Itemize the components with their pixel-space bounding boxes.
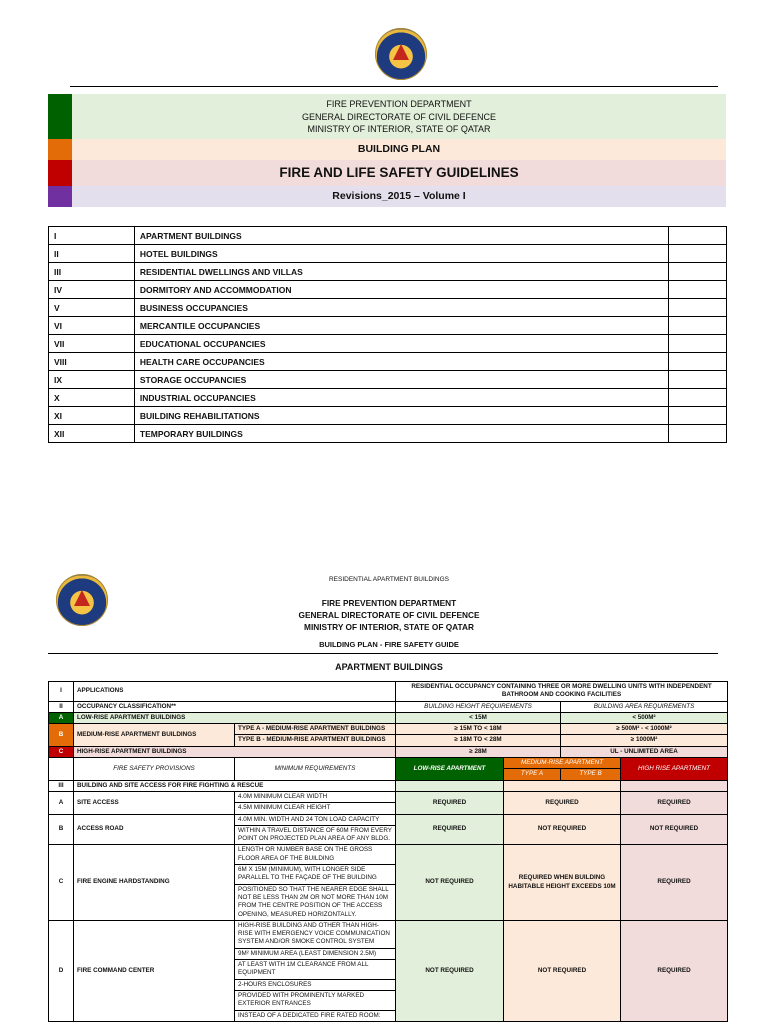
high-rise-header: HIGH RISE APARTMENT — [621, 758, 728, 781]
toc-page-cell — [669, 353, 727, 371]
red-swatch — [48, 160, 72, 186]
toc-row — [49, 317, 727, 335]
medium-rise-value: NOT REQUIRED — [504, 814, 621, 845]
requirement-text: INSTEAD OF A DEDICATED FIRE RATED ROOM: — [235, 1010, 396, 1021]
toc-number: IX — [49, 371, 135, 389]
low-rise-value: REQUIRED — [396, 791, 504, 814]
toc-row — [49, 245, 727, 263]
table-row — [49, 724, 728, 735]
area-value: UL - UNLIMITED AREA — [561, 746, 728, 757]
revision-label: Revisions_2015 – Volume I — [332, 190, 466, 202]
requirement-text: LENGTH OR NUMBER BASE ON THE GROSS FLOOR AREA OF THE BUILDING — [235, 845, 396, 865]
row-num: II — [49, 701, 74, 712]
table-row — [49, 682, 728, 702]
section-label: BUILDING AND SITE ACCESS FOR FIRE FIGHTING & RESCUE — [74, 780, 396, 791]
medium-rise-value: REQUIRED — [504, 791, 621, 814]
page2-letterhead — [0, 597, 768, 633]
row-num: B — [49, 814, 74, 845]
table-row — [49, 920, 728, 948]
toc-row — [49, 335, 727, 353]
table-row — [49, 845, 728, 865]
purple-swatch — [48, 186, 72, 207]
requirement-text: 4.5M MINIMUM CLEAR HEIGHT — [235, 803, 396, 814]
requirement-text: 9M² MINIMUM AREA (LEAST DIMENSION 2.5M) — [235, 948, 396, 959]
row-num: B — [49, 724, 74, 747]
toc-page-cell — [669, 389, 727, 407]
row-num: III — [49, 780, 74, 791]
area-requirements-header: BUILDING AREA REQUIREMENTS — [561, 701, 728, 712]
header-rule — [70, 86, 718, 87]
toc-page-cell — [669, 425, 727, 443]
table-row — [49, 780, 728, 791]
type-a-label: TYPE A - MEDIUM-RISE APARTMENT BUILDINGS — [235, 724, 396, 735]
height-value: ≥ 15M TO < 18M — [396, 724, 561, 735]
toc-number: VIII — [49, 353, 135, 371]
row-label: MEDIUM-RISE APARTMENT BUILDINGS — [74, 724, 235, 747]
medium-rise-value: REQUIRED WHEN BUILDING HABITABLE HEIGHT EXCEEDS 10M — [504, 845, 621, 920]
toc-page-cell — [669, 371, 727, 389]
requirement-text: 4.0M MINIMUM CLEAR WIDTH — [235, 791, 396, 802]
requirement-text: POSITIONED SO THAT THE NEARER EDGE SHALL NOT BE LESS THAN 2M OR NOT MORE THAN 10M FROM THE CENTRE POSITION OF THE ACCESS OPENING, MEASURED HORIZONTALLY. — [235, 884, 396, 920]
requirement-text: PROVIDED WITH PROMINENTLY MARKED EXTERIOR ENTRANCES — [235, 990, 396, 1010]
orange-swatch — [48, 139, 72, 160]
header-band-green — [48, 94, 726, 139]
row-label: OCCUPANCY CLASSIFICATION** — [74, 701, 396, 712]
requirement-text: 4.0M MIN. WIDTH AND 24 TON LOAD CAPACITY — [235, 814, 396, 825]
high-rise-value: NOT REQUIRED — [621, 814, 728, 845]
table-header-row — [49, 758, 728, 769]
toc-label: APARTMENT BUILDINGS — [134, 227, 668, 245]
area-value: ≥ 500M² - < 1000M² — [561, 724, 728, 735]
toc-label: STORAGE OCCUPANCIES — [134, 371, 668, 389]
header-band-purple — [48, 186, 726, 207]
table-row — [49, 701, 728, 712]
area-value: < 500M² — [561, 712, 728, 723]
height-value: ≥ 28M — [396, 746, 561, 757]
toc-page-cell — [669, 281, 727, 299]
toc-page-cell — [669, 263, 727, 281]
height-value: < 15M — [396, 712, 561, 723]
header-band-red — [48, 160, 726, 186]
table-row — [49, 746, 728, 757]
toc-number: XI — [49, 407, 135, 425]
dept-name-2: FIRE PREVENTION DEPARTMENT — [321, 598, 457, 608]
row-num: C — [49, 746, 74, 757]
toc-number: X — [49, 389, 135, 407]
type-b-label: TYPE B - MEDIUM-RISE APARTMENT BUILDINGS — [235, 735, 396, 746]
table-row — [49, 712, 728, 723]
toc-number: III — [49, 263, 135, 281]
row-label: ACCESS ROAD — [74, 814, 235, 845]
requirement-text: WITHIN A TRAVEL DISTANCE OF 60M FROM EVERY POINT ON PROJECTED PLAN AREA OF ANY BLDG. — [235, 825, 396, 845]
row-label: LOW-RISE APARTMENT BUILDINGS — [74, 712, 396, 723]
requirement-text: HIGH-RISE BUILDING AND OTHER THAN HIGH-RISE WITH EMERGENCY VOICE COMMUNICATION SYSTEM AND/OR SMOKE CONTROL SYSTEM — [235, 920, 396, 948]
directorate-name: GENERAL DIRECTORATE OF CIVIL DEFENCE — [301, 111, 497, 122]
directorate-name-2: GENERAL DIRECTORATE OF CIVIL DEFENCE — [298, 610, 480, 620]
civil-defence-emblem — [375, 28, 427, 80]
provisions-header: FIRE SAFETY PROVISIONS — [74, 758, 235, 781]
row-num: C — [49, 845, 74, 920]
toc-row — [49, 227, 727, 245]
type-a-header: TYPE A — [504, 769, 561, 780]
green-swatch — [48, 94, 72, 139]
toc-label: DORMITORY AND ACCOMMODATION — [134, 281, 668, 299]
volume-contents-table — [48, 226, 727, 443]
high-rise-value: REQUIRED — [621, 920, 728, 1021]
toc-number: IV — [49, 281, 135, 299]
row-label: HIGH-RISE APARTMENT BUILDINGS — [74, 746, 396, 757]
low-rise-header: LOW-RISE APARTMENT — [396, 758, 504, 781]
row-label: FIRE ENGINE HARDSTANDING — [74, 845, 235, 920]
applications-description: RESIDENTIAL OCCUPANCY CONTAINING THREE OR MORE DWELLING UNITS WITH INDEPENDENT BATHROOM AND COOKING FACILITIES — [396, 682, 728, 702]
low-rise-value: NOT REQUIRED — [396, 920, 504, 1021]
toc-number: VI — [49, 317, 135, 335]
toc-number: V — [49, 299, 135, 317]
toc-label: HEALTH CARE OCCUPANCIES — [134, 353, 668, 371]
toc-label: BUSINESS OCCUPANCIES — [134, 299, 668, 317]
guide-label: BUILDING PLAN - FIRE SAFETY GUIDE — [319, 640, 459, 649]
toc-label: TEMPORARY BUILDINGS — [134, 425, 668, 443]
row-label: FIRE COMMAND CENTER — [74, 920, 235, 1021]
toc-row — [49, 299, 727, 317]
row-num: A — [49, 712, 74, 723]
toc-number: VII — [49, 335, 135, 353]
header-rule-2 — [48, 653, 718, 654]
section-title: APARTMENT BUILDINGS — [335, 662, 443, 672]
toc-row — [49, 371, 727, 389]
height-value: ≥ 18M TO < 28M — [396, 735, 561, 746]
toc-page-cell — [669, 227, 727, 245]
table-row — [49, 814, 728, 825]
toc-page-cell — [669, 335, 727, 353]
dept-name: FIRE PREVENTION DEPARTMENT — [326, 99, 472, 109]
toc-page-cell — [669, 299, 727, 317]
row-label: SITE ACCESS — [74, 791, 235, 814]
table-row — [49, 791, 728, 802]
toc-label: BUILDING REHABILITATIONS — [134, 407, 668, 425]
running-header: RESIDENTIAL APARTMENT BUILDINGS — [328, 576, 450, 583]
row-num: D — [49, 920, 74, 1021]
toc-number: II — [49, 245, 135, 263]
requirement-text: 6M X 15M (MINIMUM), WITH LONGER SIDE PARALLEL TO THE FAÇADE OF THE BUILDING — [235, 865, 396, 885]
toc-label: INDUSTRIAL OCCUPANCIES — [134, 389, 668, 407]
row-num: A — [49, 791, 74, 814]
toc-number: XII — [49, 425, 135, 443]
document-title: FIRE AND LIFE SAFETY GUIDELINES — [279, 165, 519, 180]
header-band-orange — [48, 139, 726, 160]
type-b-header: TYPE B — [561, 769, 621, 780]
low-rise-value: NOT REQUIRED — [396, 845, 504, 920]
area-value: ≥ 1000M² — [561, 735, 728, 746]
toc-row — [49, 353, 727, 371]
toc-row — [49, 389, 727, 407]
ministry-name: MINISTRY OF INTERIOR, STATE OF QATAR — [307, 124, 491, 134]
row-num: I — [49, 682, 74, 702]
requirement-text: 2-HOURS ENCLOSURES — [235, 979, 396, 990]
toc-number: I — [49, 227, 135, 245]
toc-page-cell — [669, 245, 727, 263]
minimum-header: MINIMUM REQUIREMENTS — [235, 758, 396, 781]
toc-page-cell — [669, 407, 727, 425]
high-rise-value: REQUIRED — [621, 791, 728, 814]
toc-page-cell — [669, 317, 727, 335]
height-requirements-header: BUILDING HEIGHT REQUIREMENTS — [396, 701, 561, 712]
medium-rise-header: MEDIUM-RISE APARTMENT — [504, 758, 621, 769]
building-plan-label: BUILDING PLAN — [357, 143, 441, 155]
toc-label: EDUCATIONAL OCCUPANCIES — [134, 335, 668, 353]
requirement-text: AT LEAST WITH 1M CLEARANCE FROM ALL EQUIPMENT — [235, 960, 396, 980]
toc-row — [49, 407, 727, 425]
toc-row — [49, 281, 727, 299]
row-label: APPLICATIONS — [74, 682, 396, 702]
toc-label: MERCANTILE OCCUPANCIES — [134, 317, 668, 335]
apartment-requirements-table — [48, 681, 728, 1022]
ministry-name-2: MINISTRY OF INTERIOR, STATE OF QATAR — [304, 622, 474, 632]
low-rise-value: REQUIRED — [396, 814, 504, 845]
high-rise-value: REQUIRED — [621, 845, 728, 920]
toc-row — [49, 263, 727, 281]
toc-label: HOTEL BUILDINGS — [134, 245, 668, 263]
medium-rise-value: NOT REQUIRED — [504, 920, 621, 1021]
toc-label: RESIDENTIAL DWELLINGS AND VILLAS — [134, 263, 668, 281]
toc-row — [49, 425, 727, 443]
